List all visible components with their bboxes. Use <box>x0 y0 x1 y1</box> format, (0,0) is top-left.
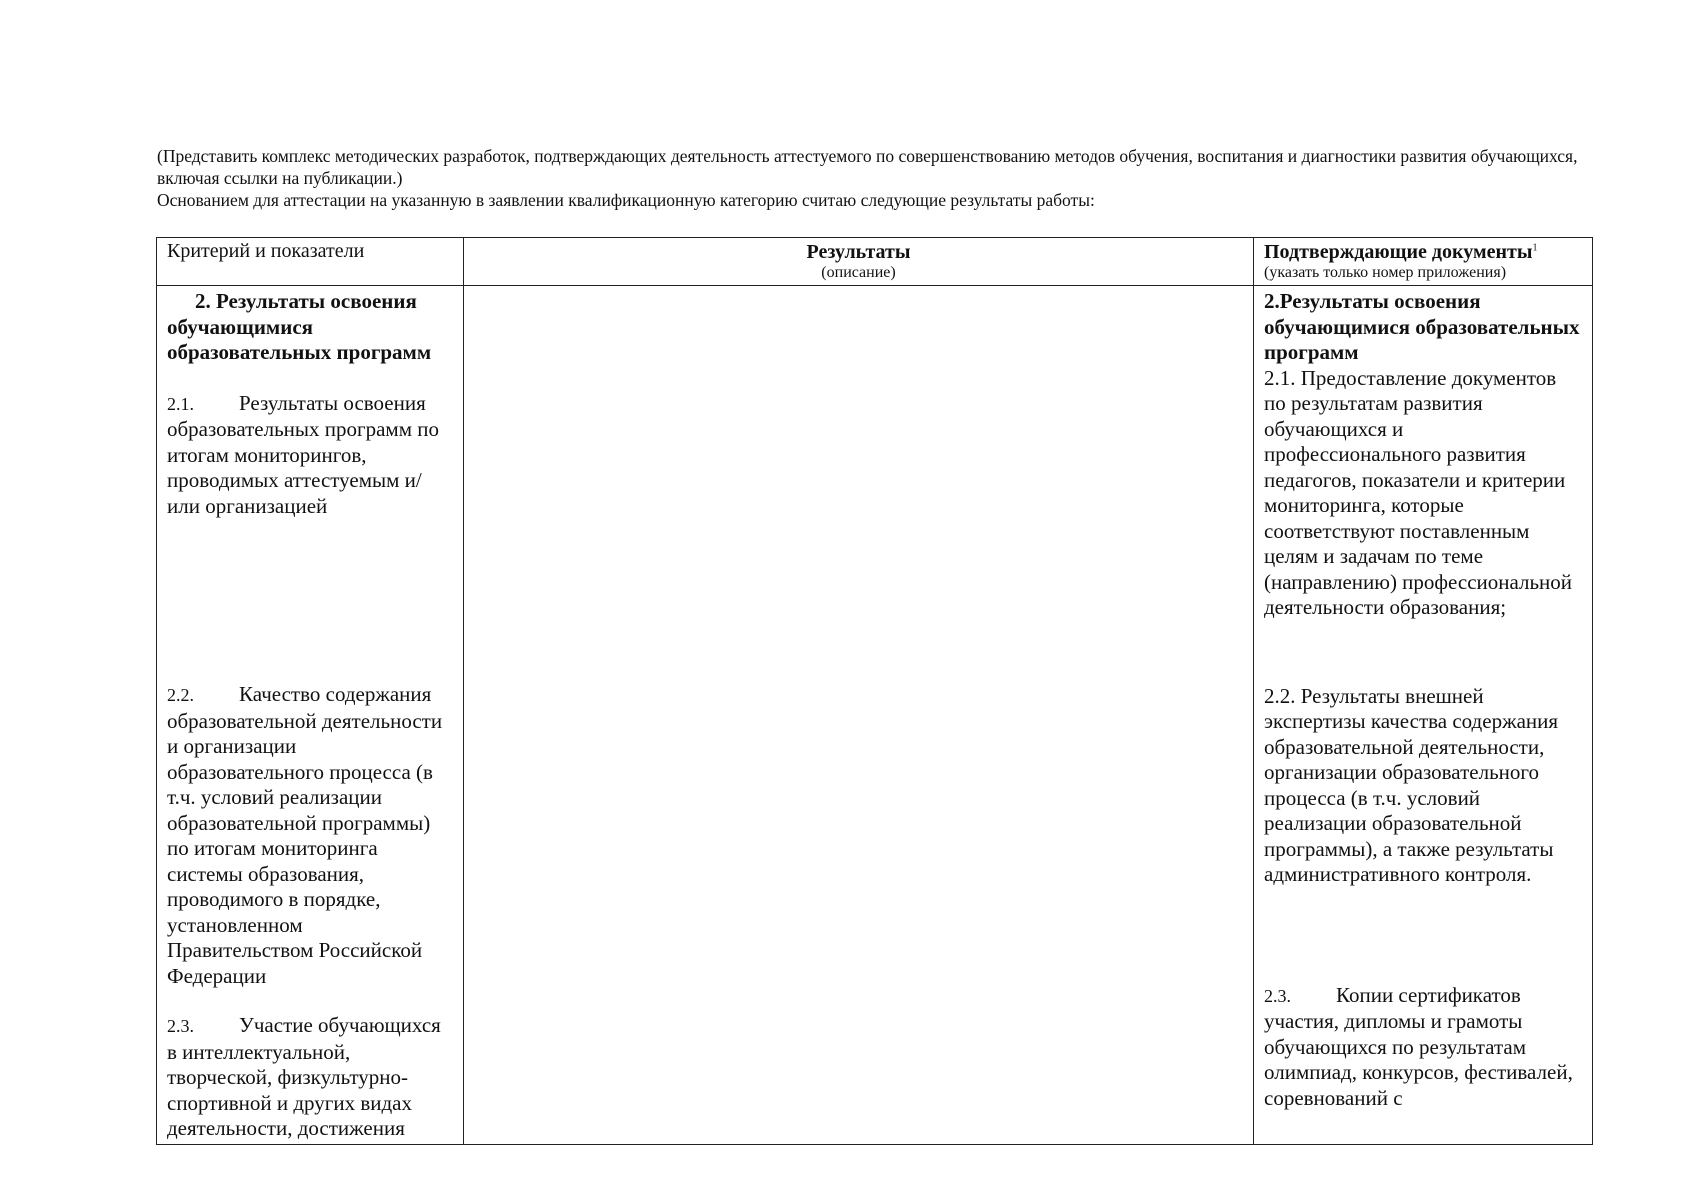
documents-item-2-3-number: 2.3. <box>1264 985 1291 1006</box>
intro-line-basis: Основанием для аттестации на указанную в заявлении квалификационную категорию считаю следующие результаты работы: <box>157 190 1095 210</box>
results-cell[interactable] <box>464 286 1254 1145</box>
header-results <box>464 238 1254 286</box>
intro-text <box>157 145 1597 211</box>
criteria-item-2-3-number: 2.3. <box>167 1016 194 1036</box>
attestation-table <box>156 237 1593 1145</box>
criteria-item-2-2-text: Качество содержания образовательной деятельности и организации образовательного процесса (в т.ч. условий реализации образовательной программы) по итогам мониторинга системы образования, проводимого в порядке, установленном Правительством Российской Федерации <box>167 682 443 988</box>
table-header-row <box>157 238 1593 286</box>
table-body-row <box>157 286 1593 1145</box>
documents-item-2-3-text: Копии сертификатов участия, дипломы и грамоты обучающихся по результатам олимпиад, конкурсов, фестивалей, соревнований с <box>1264 982 1573 1110</box>
criteria-item-2-3 <box>167 1013 453 1142</box>
header-documents-footnote: 1 <box>1532 242 1538 254</box>
documents-item-2-3 <box>1264 983 1582 1112</box>
criteria-item-2-3-text: Участие обучающихся в интеллектуальной, творческой, физкультурно-спортивной и других видах деятельности, достижения <box>167 1013 441 1140</box>
documents-section-title: 2.Результаты освоения обучающимися образовательных программ <box>1264 289 1580 364</box>
header-documents-title: Подтверждающие документы <box>1264 241 1533 263</box>
header-criteria: Критерий и показатели <box>157 238 464 286</box>
header-results-title: Результаты <box>806 241 911 263</box>
criteria-section-title: 2. Результаты освоения обучающимися образовательных программ <box>167 289 432 364</box>
header-results-subtitle: (описание) <box>821 264 896 281</box>
criteria-item-2-2-number: 2.2. <box>167 685 194 705</box>
criteria-item-2-2 <box>167 682 453 989</box>
criteria-item-2-1-text: Результаты освоения образовательных программ по итогам мониторингов, проводимых аттестуемым и/или организацией <box>167 390 439 518</box>
documents-cell <box>1254 286 1593 1145</box>
header-documents-subtitle: (указать только номер приложения) <box>1264 264 1507 281</box>
documents-item-2-2: 2.2. Результаты внешней экспертизы качества содержания образовательной деятельности, организации образовательного процесса (в т.ч. условий реализации образовательной программы), а также результаты административного контроля. <box>1264 683 1559 886</box>
header-documents <box>1254 238 1593 286</box>
intro-line-instructions: (Представить комплекс методических разработок, подтверждающих деятельность аттестуемого по совершенствованию методов обучения, воспитания и диагностики развития обучающихся, включая ссылки на публикации.) <box>157 146 1578 188</box>
documents-item-2-1: 2.1. Предоставление документов по результатам развития обучающихся и профессионального развития педагогов, показатели и критерии мониторинга, которые соответствуют поставленным целям и задачам по теме (направлению) профессиональной деятельности образования; <box>1264 365 1573 619</box>
criteria-item-2-1-number: 2.1. <box>167 393 194 414</box>
criteria-cell <box>157 286 464 1145</box>
criteria-item-2-1 <box>167 391 453 520</box>
